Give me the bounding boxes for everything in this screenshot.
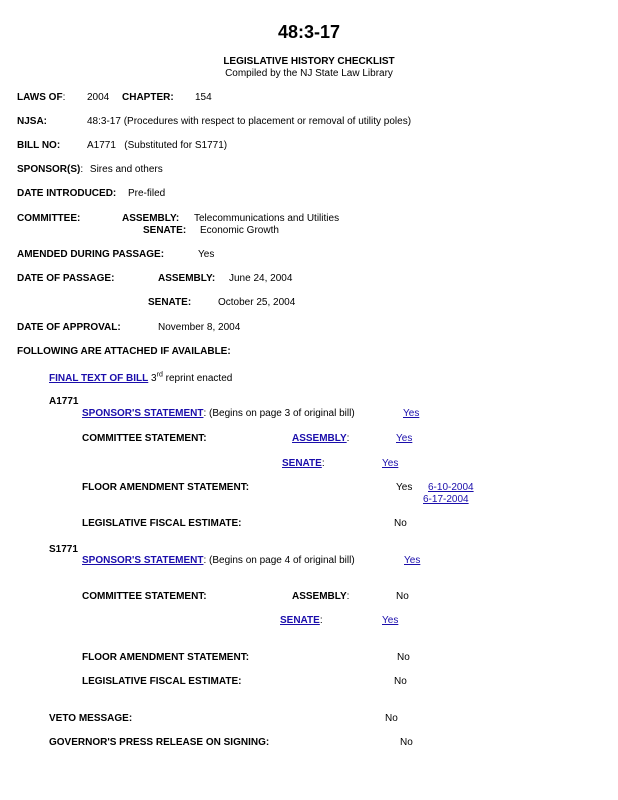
attached-heading: FOLLOWING ARE ATTACHED IF AVAILABLE: xyxy=(17,346,231,357)
laws-of-label: LAWS OF xyxy=(17,92,63,103)
s1771-senate-row xyxy=(280,615,323,626)
s1771-assembly-colon: : xyxy=(346,591,350,602)
sponsors-row xyxy=(17,164,163,175)
final-text-sup: rd xyxy=(156,371,163,379)
a1771-sponsor-yes-link[interactable]: Yes xyxy=(403,408,420,419)
bill-no-label: BILL NO: xyxy=(17,140,61,151)
veto-label: VETO MESSAGE: xyxy=(49,713,133,724)
committee-senate-label: SENATE: xyxy=(143,225,187,236)
s1771-floor-label: FLOOR AMENDMENT STATEMENT: xyxy=(82,652,250,663)
passage-senate-label: SENATE: xyxy=(148,297,192,308)
chapter-label: CHAPTER: xyxy=(122,92,174,103)
sponsors-colon: : xyxy=(80,164,84,175)
sponsors-value: Sires and others xyxy=(89,164,163,175)
final-text-num: 3 xyxy=(151,373,157,384)
s1771-sponsor-statement-link[interactable]: SPONSOR'S STATEMENT xyxy=(82,555,204,566)
committee-senate-value: Economic Growth xyxy=(200,225,279,236)
s1771-fiscal-label: LEGISLATIVE FISCAL ESTIMATE: xyxy=(82,676,242,687)
final-text-link[interactable]: FINAL TEXT OF BILL xyxy=(49,373,149,384)
governor-press-release-label: GOVERNOR'S PRESS RELEASE ON SIGNING: xyxy=(49,737,270,748)
s1771-assembly-value: No xyxy=(396,591,409,602)
amended-label: AMENDED DURING PASSAGE: xyxy=(17,249,165,260)
committee-label: COMMITTEE: xyxy=(17,213,81,224)
s1771-sponsor-yes-link[interactable]: Yes xyxy=(404,555,421,566)
a1771-fiscal-value: No xyxy=(394,518,407,529)
s1771-assembly-label: ASSEMBLY xyxy=(292,591,347,602)
a1771-sponsor-row xyxy=(82,408,355,419)
s1771-sponsor-row xyxy=(82,555,355,566)
date-of-approval-label: DATE OF APPROVAL: xyxy=(17,322,121,333)
committee-assembly-label: ASSEMBLY: xyxy=(122,213,180,224)
s1771-floor-value: No xyxy=(397,652,410,663)
chapter-value: 154 xyxy=(195,92,212,103)
s1771-senate-yes-link[interactable]: Yes xyxy=(382,615,399,626)
a1771-label: A1771 xyxy=(49,396,79,407)
laws-of-row xyxy=(17,92,65,103)
page-title: 48:3-17 xyxy=(277,22,341,42)
a1771-fiscal-label: LEGISLATIVE FISCAL ESTIMATE: xyxy=(82,518,242,529)
laws-of-year: 2004 xyxy=(87,92,110,103)
s1771-senate-colon: : xyxy=(319,615,323,626)
a1771-committee-label: COMMITTEE STATEMENT: xyxy=(82,433,207,444)
bill-no-value: A1771 (Substituted for S1771) xyxy=(87,140,228,151)
date-introduced-label: DATE INTRODUCED: xyxy=(17,188,117,199)
a1771-sponsor-note: : (Begins on page 3 of original bill) xyxy=(203,408,355,419)
checklist-subtitle: LEGISLATIVE HISTORY CHECKLIST xyxy=(223,56,395,67)
a1771-assembly-link[interactable]: ASSEMBLY xyxy=(292,433,347,444)
a1771-floor-date-1-link[interactable]: 6-10-2004 xyxy=(428,482,474,493)
passage-assembly-label: ASSEMBLY: xyxy=(158,273,216,284)
s1771-label: S1771 xyxy=(49,544,78,555)
date-of-approval-value: November 8, 2004 xyxy=(158,322,241,333)
date-introduced-value: Pre-filed xyxy=(128,188,166,199)
a1771-senate-row xyxy=(282,458,325,469)
laws-of-colon: : xyxy=(62,92,66,103)
njsa-label: NJSA: xyxy=(17,116,48,127)
njsa-value: 48:3-17 (Procedures with respect to placement or removal of utility poles) xyxy=(87,116,412,127)
s1771-committee-label: COMMITTEE STATEMENT: xyxy=(82,591,207,602)
a1771-sponsor-statement-link[interactable]: SPONSOR'S STATEMENT xyxy=(82,408,204,419)
s1771-sponsor-note: : (Begins on page 4 of original bill) xyxy=(203,555,355,566)
compiled-by: Compiled by the NJ State Law Library xyxy=(225,68,393,79)
a1771-assembly-row xyxy=(292,433,349,444)
a1771-floor-label: FLOOR AMENDMENT STATEMENT: xyxy=(82,482,250,493)
a1771-assembly-colon: : xyxy=(346,433,350,444)
a1771-assembly-yes-link[interactable]: Yes xyxy=(396,433,413,444)
veto-value: No xyxy=(385,713,398,724)
a1771-senate-yes-link[interactable]: Yes xyxy=(382,458,399,469)
a1771-floor-date-2-link[interactable]: 6-17-2004 xyxy=(423,494,469,505)
amended-value: Yes xyxy=(198,249,215,260)
final-text-rest: reprint enacted xyxy=(162,373,233,384)
a1771-floor-value: Yes xyxy=(396,482,413,493)
sponsors-label: SPONSOR(S) xyxy=(17,164,81,175)
s1771-senate-link[interactable]: SENATE xyxy=(280,615,320,626)
final-text-row xyxy=(49,373,232,384)
a1771-senate-colon: : xyxy=(321,458,325,469)
s1771-fiscal-value: No xyxy=(394,676,407,687)
governor-press-release-value: No xyxy=(400,737,413,748)
committee-assembly-value: Telecommunications and Utilities xyxy=(194,213,340,224)
s1771-assembly-row xyxy=(292,591,349,602)
date-of-passage-label: DATE OF PASSAGE: xyxy=(17,273,115,284)
passage-assembly-value: June 24, 2004 xyxy=(229,273,293,284)
passage-senate-value: October 25, 2004 xyxy=(218,297,296,308)
a1771-senate-link[interactable]: SENATE xyxy=(282,458,322,469)
